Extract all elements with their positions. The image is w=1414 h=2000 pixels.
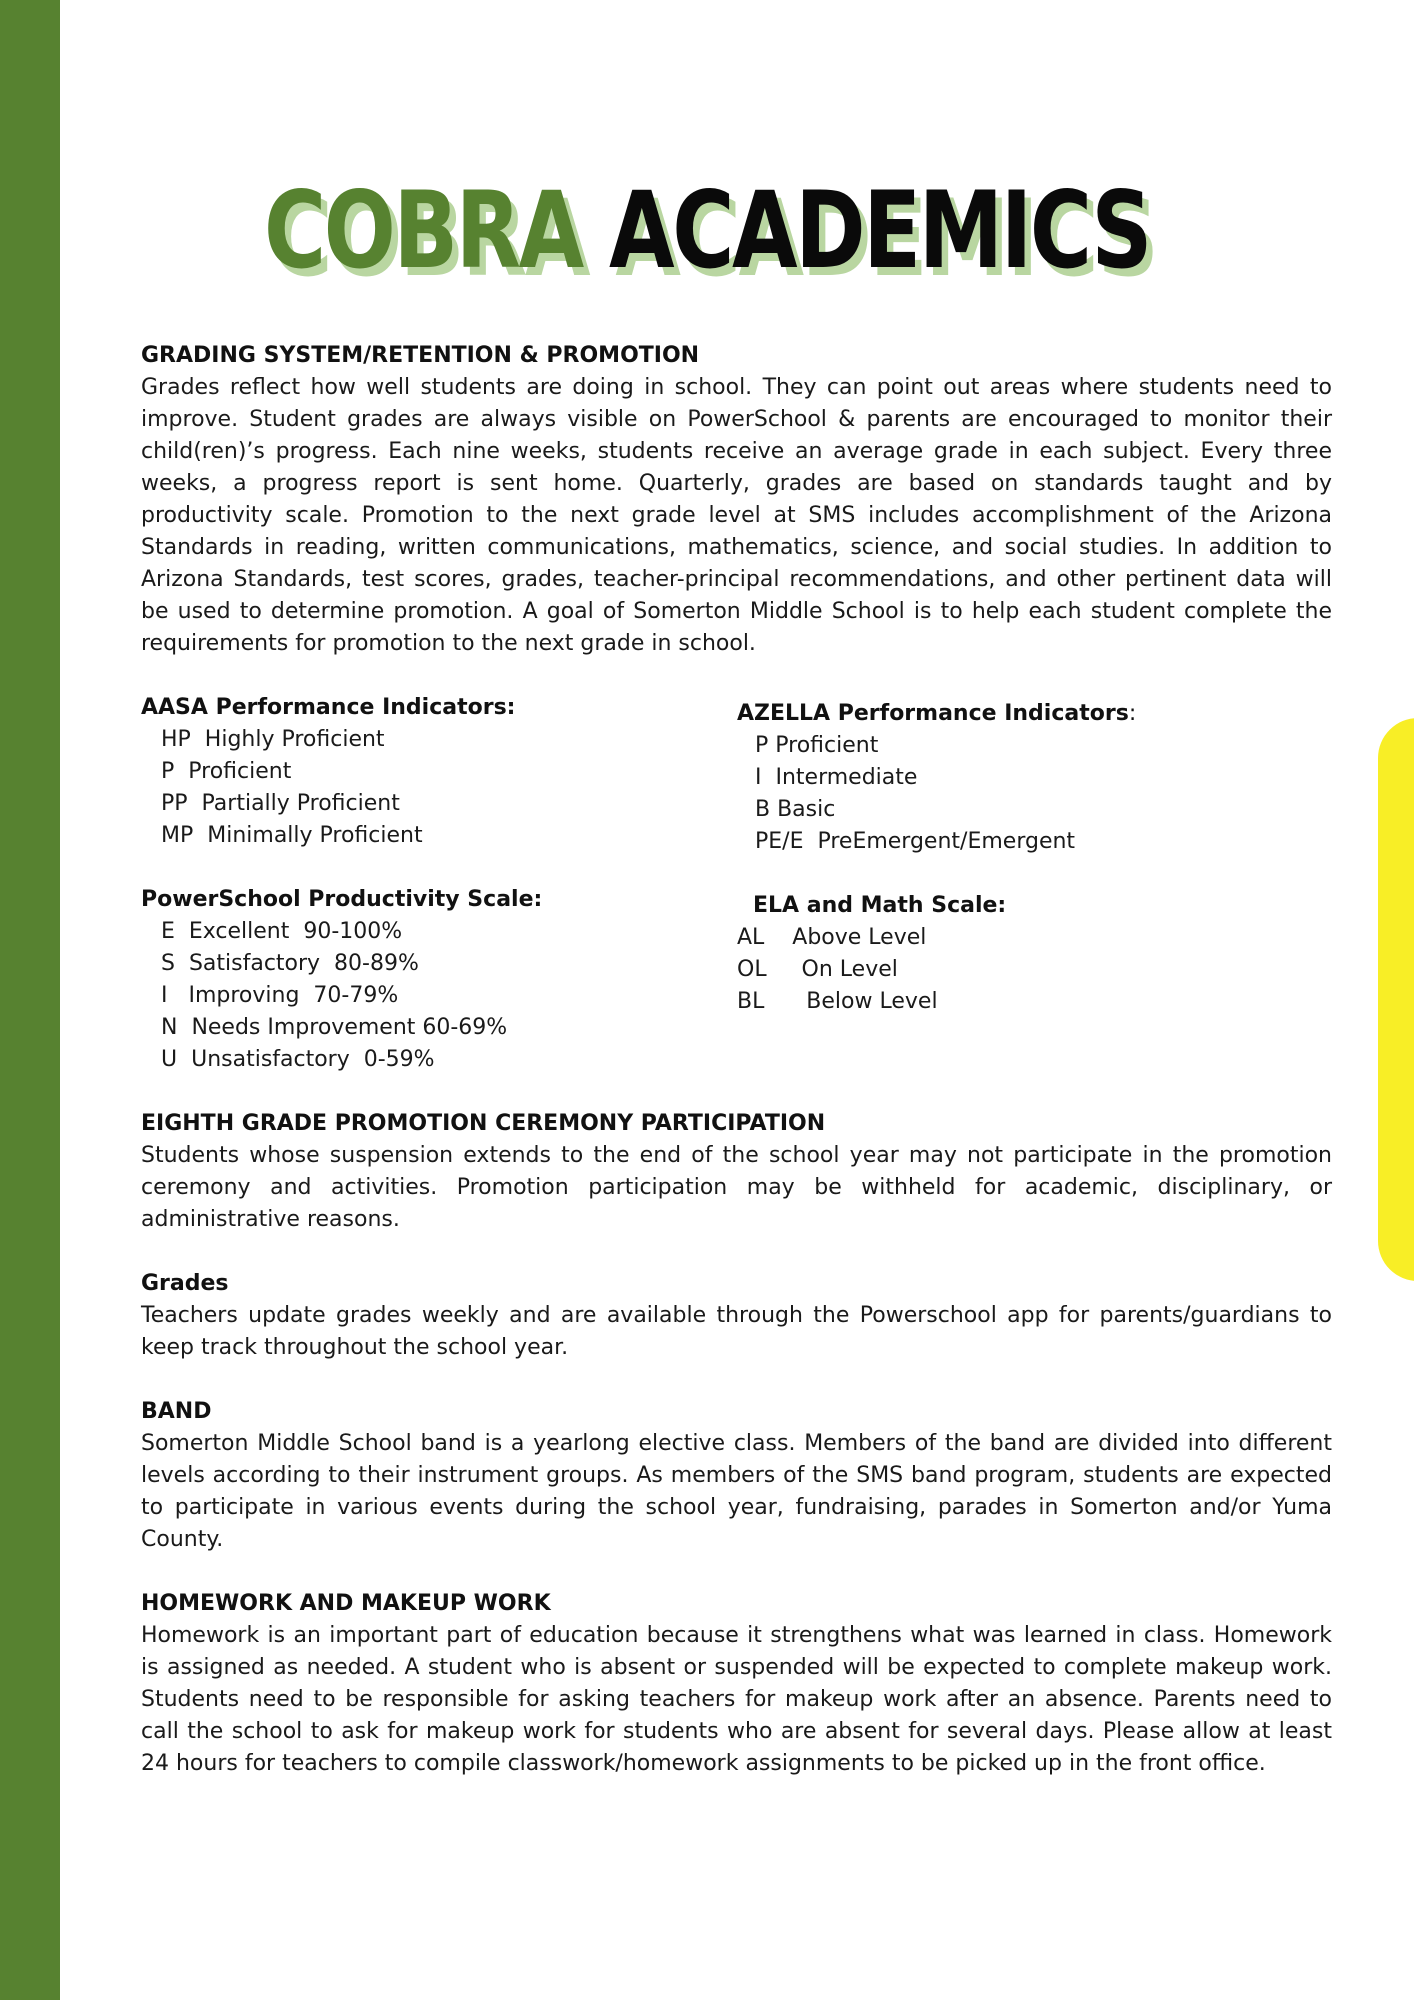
azella-section bbox=[737, 698, 1136, 858]
aasa-item: HP Highly Proficient bbox=[161, 727, 385, 752]
ela-math-item: OL On Level bbox=[737, 957, 898, 982]
ela-math-item: BL Below Level bbox=[737, 989, 938, 1014]
azella-heading-text: AZELLA Performance Indicators bbox=[737, 701, 1129, 726]
homework-body: Homework is an important part of education because it strengthens what was learned in class. Homework is assigned as needed. A student who is absent or suspended will be expected to complete makeup work. Students need to be responsible for asking teachers for makeup work after an absence. Parents need to call the school to ask for makeup work for students who are absent for several days. Please allow at least 24 hours for teachers to compile classwork/homework assignments to be picked up in the front office. bbox=[141, 1623, 1332, 1776]
grades-heading: Grades bbox=[141, 1271, 229, 1296]
band-body: Somerton Middle School band is a yearlong elective class. Members of the band are divided into different levels according to their instrument groups. As members of the SMS band program, students are expected to participate in various events during the school year, fundraising, parades in Somerton and/or Yuma County. bbox=[141, 1431, 1332, 1552]
right-accent-tab bbox=[1378, 718, 1414, 1281]
productivity-section bbox=[141, 884, 542, 1076]
ceremony-section bbox=[141, 1108, 1332, 1236]
grading-heading: GRADING SYSTEM/RETENTION & PROMOTION bbox=[141, 343, 700, 368]
title-word-cobra: COBRA bbox=[263, 169, 582, 292]
page-title bbox=[141, 169, 1272, 292]
ela-math-item: AL Above Level bbox=[737, 925, 927, 950]
aasa-section bbox=[141, 692, 515, 852]
grading-section bbox=[141, 340, 1332, 660]
grades-body: Teachers update grades weekly and are available through the Powerschool app for parents/guardians to keep track throughout the school year. bbox=[141, 1303, 1332, 1360]
azella-item: P Proficient bbox=[755, 733, 879, 758]
ela-math-section bbox=[737, 890, 1007, 1018]
productivity-item: I Improving 70-79% bbox=[161, 983, 399, 1008]
ela-math-heading: ELA and Math Scale: bbox=[753, 893, 1007, 918]
left-accent-bar bbox=[0, 0, 60, 2000]
aasa-item: PP Partially Proficient bbox=[161, 791, 400, 816]
azella-item: I Intermediate bbox=[755, 765, 918, 790]
title-word-academics: ACADEMICS bbox=[608, 169, 1151, 292]
azella-heading-colon: : bbox=[1128, 701, 1137, 726]
productivity-item: E Excellent 90-100% bbox=[161, 919, 403, 944]
homework-section bbox=[141, 1588, 1332, 1780]
azella-heading bbox=[737, 698, 1136, 730]
homework-heading: HOMEWORK AND MAKEUP WORK bbox=[141, 1591, 551, 1616]
grading-body: Grades reflect how well students are doing in school. They can point out areas where students need to improve. Student grades are always visible on PowerSchool & parents are encouraged to monitor their child(ren)’s progress. Each nine weeks, students receive an average grade in each subject. Every three weeks, a progress report is sent home. Quarterly, grades are based on standards taught and by productivity scale. Promotion to the next grade level at SMS includes accomplishment of the Arizona Standards in reading, written communications, mathematics, science, and social studies. In addition to Arizona Standards, test scores, grades, teacher-principal recommendations, and other pertinent data will be used to determine promotion. A goal of Somerton Middle School is to help each student complete the requirements for promotion to the next grade in school. bbox=[141, 375, 1332, 656]
ceremony-heading: EIGHTH GRADE PROMOTION CEREMONY PARTICIPATION bbox=[141, 1111, 826, 1136]
band-section bbox=[141, 1396, 1332, 1556]
band-heading: BAND bbox=[141, 1399, 212, 1424]
azella-item: PE/E PreEmergent/Emergent bbox=[755, 829, 1076, 854]
ceremony-body: Students whose suspension extends to the end of the school year may not participate in the promotion ceremony and activities. Promotion participation may be withheld for academic, disciplinary, or administrative reasons. bbox=[141, 1143, 1332, 1232]
grades-section bbox=[141, 1268, 1332, 1364]
productivity-item: S Satisfactory 80-89% bbox=[161, 951, 419, 976]
aasa-item: MP Minimally Proficient bbox=[161, 823, 423, 848]
aasa-heading: AASA Performance Indicators: bbox=[141, 695, 516, 720]
productivity-item: N Needs Improvement 60-69% bbox=[161, 1015, 508, 1040]
productivity-heading: PowerSchool Productivity Scale: bbox=[141, 887, 543, 912]
azella-item: B Basic bbox=[755, 797, 836, 822]
aasa-item: P Proficient bbox=[161, 759, 292, 784]
productivity-item: U Unsatisfactory 0-59% bbox=[161, 1047, 435, 1072]
